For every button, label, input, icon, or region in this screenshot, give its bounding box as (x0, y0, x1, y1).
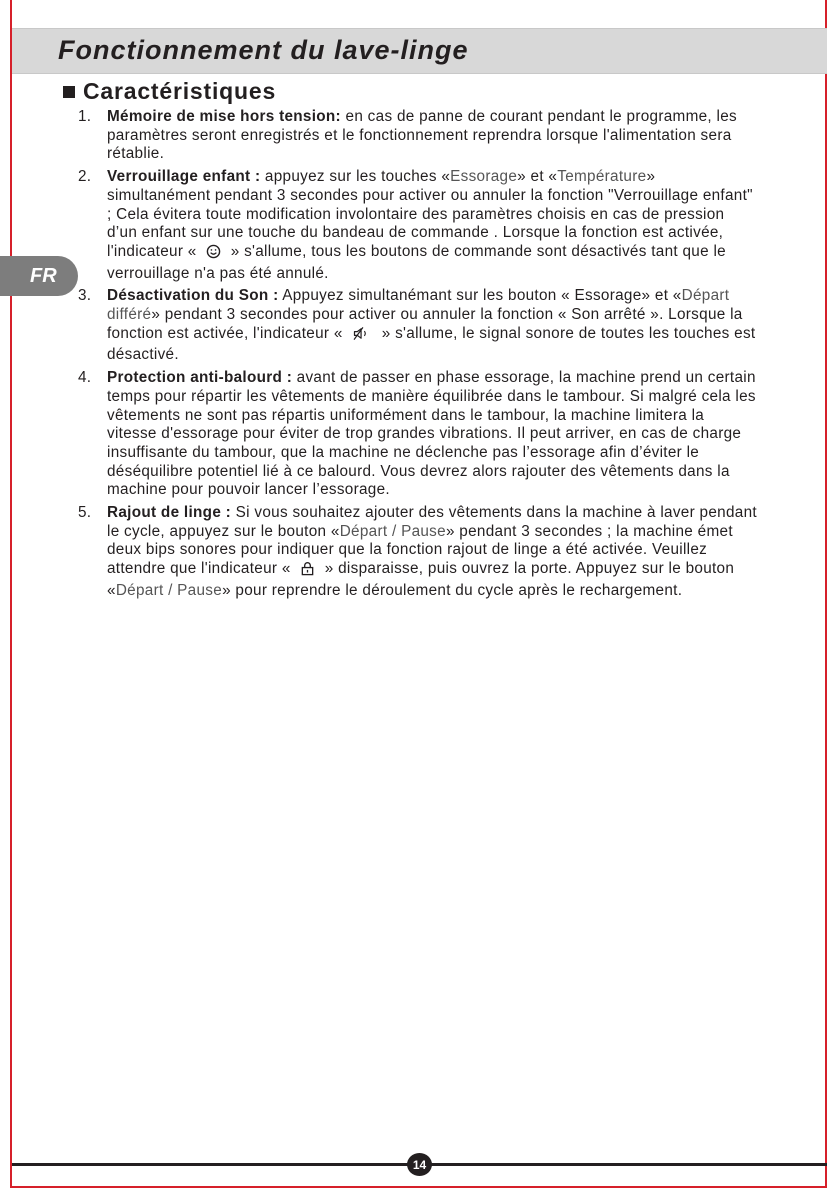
section-title (63, 78, 276, 105)
section-title-text: Caractéristiques (83, 78, 277, 104)
feature-list (78, 108, 758, 605)
item-body (107, 168, 758, 283)
list-item (78, 108, 758, 164)
item-number: 1. (78, 108, 92, 125)
item-text: » et « (517, 168, 558, 186)
item-heading: Verrouillage enfant : (107, 168, 261, 186)
list-item (78, 369, 758, 500)
button-name: Essorage (450, 168, 518, 186)
item-text: » disparaisse, puis ouvrez la porte. Appuyez sur le bouton « (107, 560, 735, 599)
item-text: » pendant 3 secondes ; la machine émet deux bips sonores pour indiquer que la fonction rajout de linge a été activée. Veuillez attendre que l'indicateur « (107, 522, 733, 578)
page-number: 14 (407, 1153, 432, 1176)
item-text: appuyez sur les touches « (260, 168, 451, 186)
item-text: » simultanément pendant 3 secondes pour activer ou annuler la fonction "Verrouillage enfant" ; Cela évitera toute modification involontaire des paramètres choisis en cas de pression d’un enfant sur une touche du bandeau de commande . Lorsque la fonction est activée, l'indicateur « (107, 168, 753, 260)
footer-rule-left (12, 1163, 408, 1166)
bullet-square-icon (63, 86, 75, 98)
footer-rule-right (430, 1163, 827, 1166)
list-item (78, 287, 758, 365)
button-name: Départ différé (107, 287, 730, 324)
button-name: Départ / Pause (339, 522, 446, 540)
smiley-icon (206, 244, 221, 265)
item-heading: Mémoire de mise hors tension: (107, 108, 341, 125)
item-heading: Désactivation du Son : (107, 287, 279, 305)
sound-off-icon (352, 326, 372, 347)
button-name: Température (557, 168, 647, 186)
language-tab-label: FR (30, 265, 57, 287)
item-number: 2. (78, 168, 92, 186)
item-body (107, 287, 758, 365)
lock-icon (300, 561, 315, 582)
item-heading: Rajout de linge : (107, 504, 232, 522)
item-text: » pendant 3 secondes pour activer ou annuler la fonction « Son arrêté ». Lorsque la fonction est activée, l'indicateur « (107, 306, 743, 342)
item-text: » s'allume, tous les boutons de commande sont désactivés tant que le verrouillage n'a pas été annulé. (107, 242, 726, 282)
page-title: Fonctionnement du lave-linge (58, 35, 469, 65)
list-item (78, 168, 758, 283)
item-number: 3. (78, 287, 92, 305)
item-number: 5. (78, 504, 92, 522)
item-text: » pour reprendre le déroulement du cycle après le rechargement. (222, 581, 683, 599)
item-body (107, 369, 758, 500)
item-text: Si vous souhaitez ajouter des vêtements dans la machine à laver pendant le cycle, appuyez sur le bouton « (107, 504, 757, 540)
button-name: Départ / Pause (115, 581, 223, 599)
language-tab (0, 256, 78, 296)
item-number: 4. (78, 369, 92, 387)
item-text: Appuyez simultanémant sur les bouton « Essorage» et « (278, 287, 682, 305)
list-item (78, 504, 758, 601)
item-heading: Protection anti-balourd : (107, 369, 293, 387)
item-text: avant de passer en phase essorage, la machine prend un certain temps pour répartir les vêtements de manière équilibrée dans le tambour. Si malgré cela les vêtements ne sont pas répartis uniformément dans le tambour, la machine limitera la vitesse d'essorage pour éviter de trop grandes vibrations. Il peut arriver, en cas de charge insuffisante du tambour, que la machine ne déclenche pas l’essorage afin d’éviter le déséquilibre potentiel lié à ce balourd. Vous devrez alors rajouter des vêtements dans la machine pour pouvoir lancer l’essorage. (107, 369, 756, 499)
item-body (107, 108, 758, 164)
item-body (107, 504, 758, 601)
item-text: en cas de panne de courant pendant le programme, les paramètres seront enregistrés et le fonctionnement reprendra lorsque l'alimentation sera rétablie. (107, 108, 737, 163)
item-text: » s'allume, le signal sonore de toutes les touches est désactivé. (107, 324, 756, 364)
header-band (12, 28, 827, 74)
